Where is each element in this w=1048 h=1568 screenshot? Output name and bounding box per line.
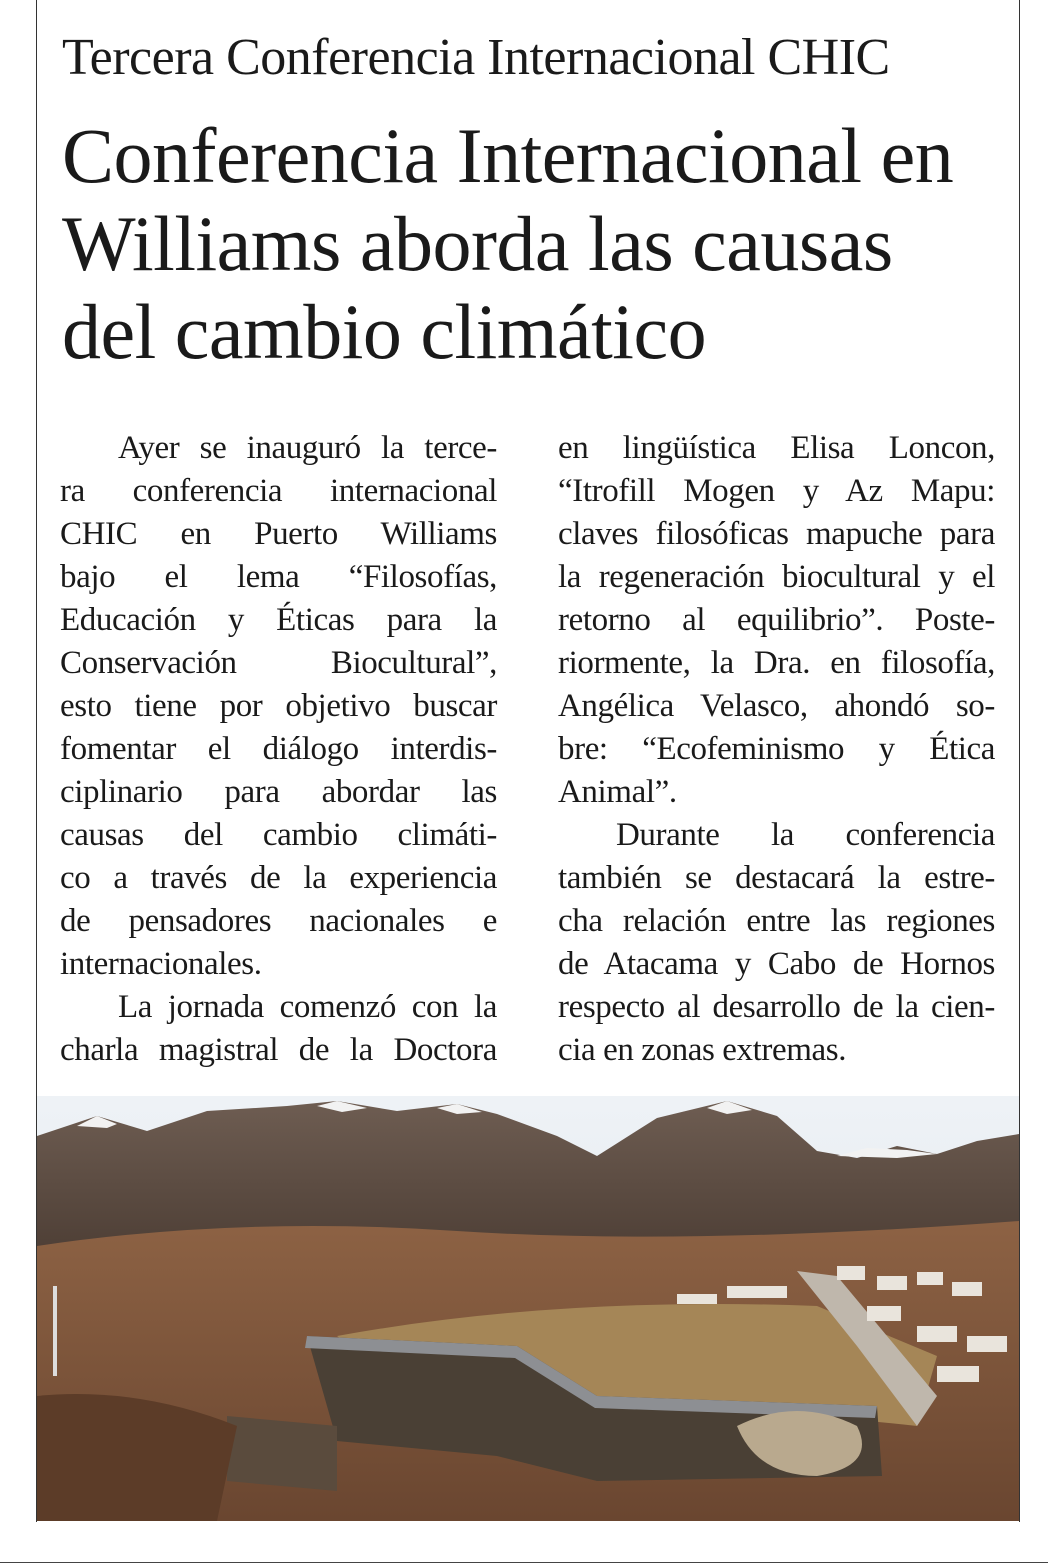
body-line: Durante la conferencia bbox=[616, 817, 995, 853]
body-line: cia en zonas extremas. bbox=[558, 1032, 847, 1068]
body-line: también se destacará la estre- bbox=[558, 860, 995, 896]
body-line: CHIC en Puerto Williams bbox=[60, 516, 497, 552]
body-column-right bbox=[558, 427, 995, 1072]
body-line: Conservación Biocultural”, bbox=[60, 645, 497, 681]
body-line: La jornada comenzó con la bbox=[118, 989, 497, 1025]
headline-line: Conferencia Internacional en bbox=[62, 112, 954, 199]
body-line: retorno al equilibrio”. Poste- bbox=[558, 602, 995, 638]
body-line: bre: “Ecofeminismo y Ética bbox=[558, 731, 995, 767]
annex-building bbox=[227, 1416, 337, 1491]
article-headline bbox=[62, 112, 1007, 376]
body-line: cha relación entre las regiones bbox=[558, 903, 995, 939]
body-line: la regeneración biocultural y el bbox=[558, 559, 995, 595]
headline-line: del cambio climático bbox=[62, 288, 707, 375]
body-line: esto tiene por objetivo buscar bbox=[60, 688, 497, 724]
article-kicker: Tercera Conferencia Internacional CHIC bbox=[62, 29, 890, 86]
article-photo bbox=[37, 1096, 1019, 1521]
body-line: de pensadores nacionales e bbox=[60, 903, 497, 939]
photo-illustration bbox=[37, 1096, 1019, 1521]
body-line: Angélica Velasco, ahondó so- bbox=[558, 688, 995, 724]
body-line: Educación y Éticas para la bbox=[60, 602, 497, 638]
body-line: internacionales. bbox=[60, 946, 262, 982]
body-line: de Atacama y Cabo de Hornos bbox=[558, 946, 995, 982]
body-line: Animal”. bbox=[558, 774, 677, 810]
body-line: “Itrofill Mogen y Az Mapu: bbox=[558, 473, 995, 509]
body-line: co a través de la experiencia bbox=[60, 860, 497, 896]
antenna-tower bbox=[53, 1286, 57, 1376]
body-line: claves filosóficas mapuche para bbox=[558, 516, 995, 552]
bottom-rule bbox=[0, 1562, 1048, 1563]
body-line: en lingüística Elisa Loncon, bbox=[558, 430, 995, 466]
body-line: Ayer se inauguró la terce- bbox=[118, 430, 497, 466]
body-line: fomentar el diálogo interdis- bbox=[60, 731, 497, 767]
body-line: ciplinario para abordar las bbox=[60, 774, 497, 810]
body-line: respecto al desarrollo de la cien- bbox=[558, 989, 995, 1025]
body-line: causas del cambio climáti- bbox=[60, 817, 497, 853]
right-frame-rule bbox=[1019, 0, 1020, 1522]
body-line: riormente, la Dra. en filosofía, bbox=[558, 645, 995, 681]
body-line: bajo el lema “Filosofías, bbox=[60, 559, 497, 595]
headline-line: Williams aborda las causas bbox=[62, 200, 893, 287]
body-line: ra conferencia internacional bbox=[60, 473, 497, 509]
body-line: charla magistral de la Doctora bbox=[60, 1032, 497, 1068]
body-column-left bbox=[60, 427, 497, 1072]
